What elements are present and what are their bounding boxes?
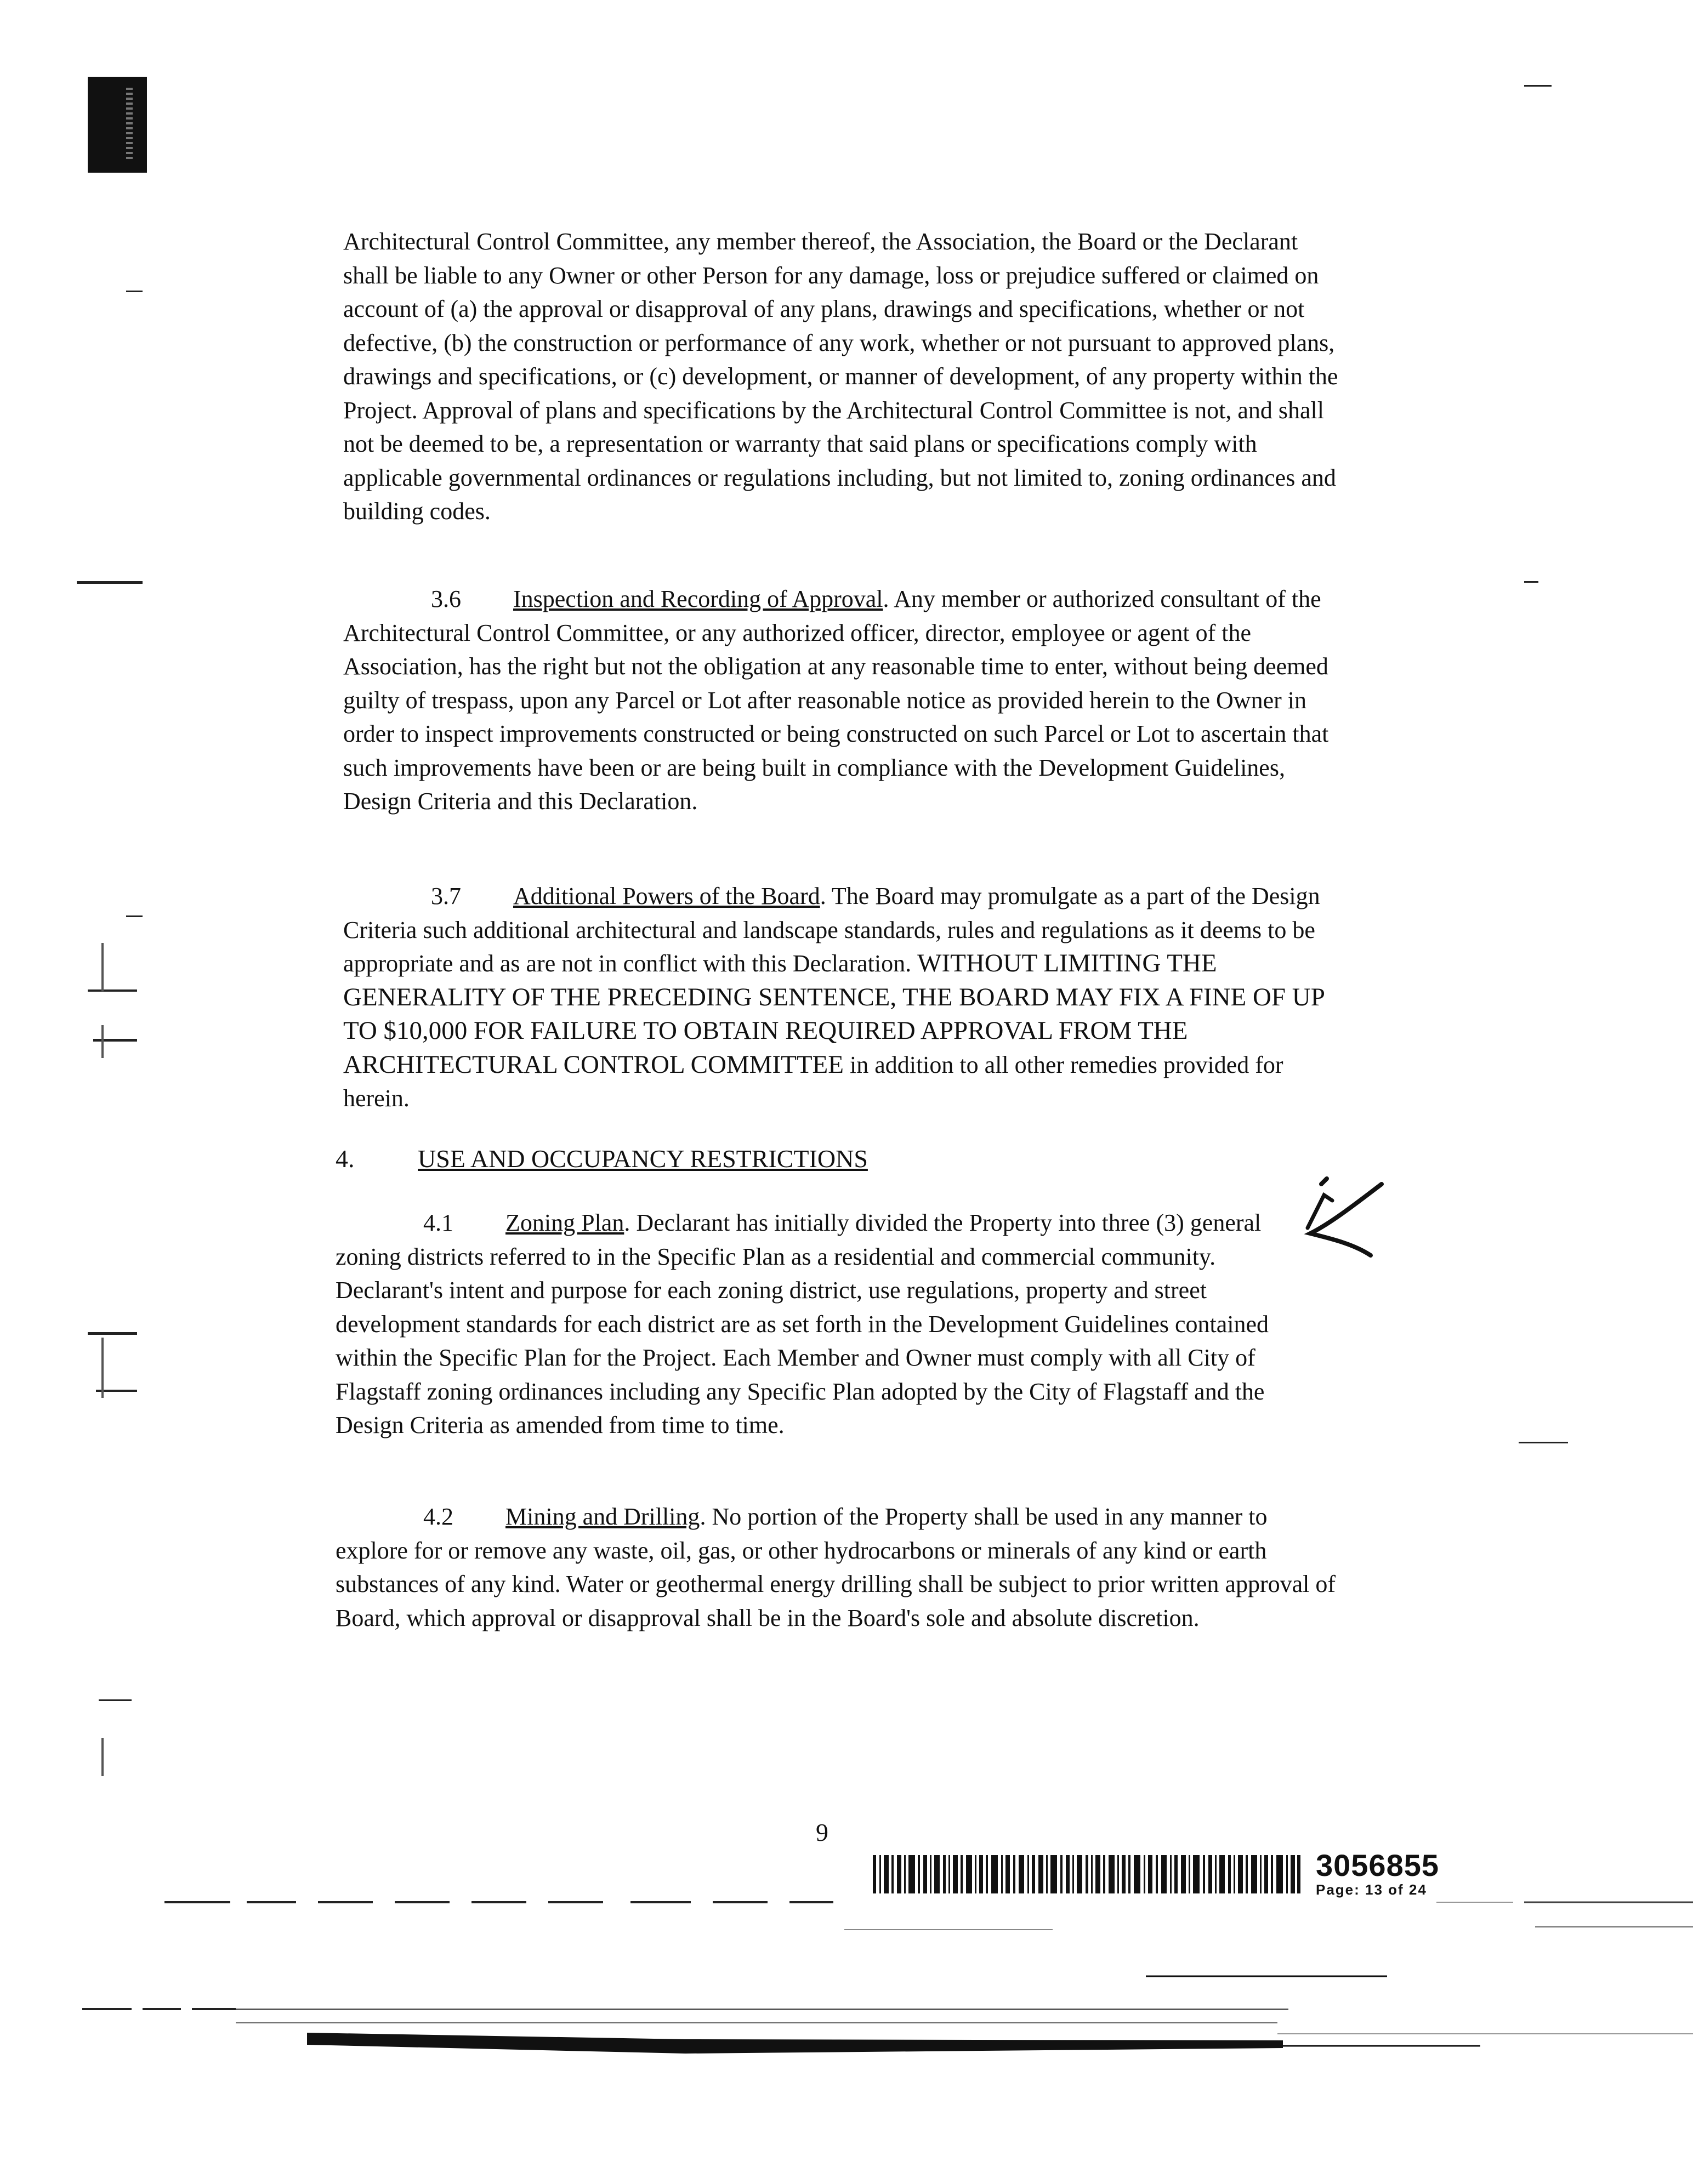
section-text: . The Board may promulgate as a part of the Design Criteria such additional architectural and landscape standards, rules and regulations as it deems to be appropriate and as are not in conflict with this Declaration. — [343, 883, 1320, 977]
scan-tick — [101, 1025, 104, 1058]
section-title: Zoning Plan — [505, 1209, 624, 1236]
section-title: USE AND OCCUPANCY RESTRICTIONS — [418, 1145, 868, 1173]
scan-artifact-block — [88, 77, 147, 173]
recording-page-label: Page: 13 of 24 — [1316, 1881, 1427, 1898]
section-text: . Any member or authorized consultant of the Architectural Control Committee, or any authorized officer, director, employee or agent of the Association, has the right but not the obligation at any reasonable time to enter, without being deemed guilty of trespass, upon any Parcel or Lot after reasonable notice as provided herein to the Owner in order to inspect improvements constructed or being constructed on such Parcel or Lot to ascertain that such improvements have been or are being built in compliance with the Development Guidelines, Design Criteria and this Declaration. — [343, 585, 1329, 815]
section-4-1 — [336, 1206, 1322, 1442]
section-title: Mining and Drilling — [505, 1503, 700, 1530]
scan-tick — [88, 1332, 137, 1335]
section-number: 4. — [336, 1145, 355, 1173]
section-text: . No portion of the Property shall be used in any manner to explore for or remove any waste, oil, gas, or other hydrocarbons or minerals of any kind or earth substances of any kind. Water or geothermal energy drilling shall be subject to prior written approval of Board, which approval or disapproval shall be in the Board's sole and absolute discretion. — [336, 1503, 1336, 1631]
section-4-heading — [336, 1142, 868, 1175]
paragraph-text: Architectural Control Committee, any member thereof, the Association, the Board or the Declarant shall be liable to any Owner or other Person for any damage, loss or prejudice suffered or claimed on account of (a) the approval or disapproval of any plans, drawings and specifications, whether or not defective, (b) the construction or performance of any work, whether or not pursuant to approved plans, drawings and specifications, or (c) development, or manner of development, of any property within the Project. Approval of plans and specifications by the Architectural Control Committee is not, and shall not be deemed to be, a representation or warranty that said plans or specifications comply with applicable governmental ordinances or regulations including, but not limited to, zoning ordinances and building codes. — [343, 228, 1338, 525]
scan-tick — [101, 1338, 104, 1398]
scan-tick — [1524, 85, 1552, 87]
scan-tick — [1519, 1442, 1568, 1443]
page-number: 9 — [816, 1818, 828, 1846]
scan-tick — [126, 915, 143, 917]
section-4-2 — [336, 1500, 1339, 1635]
scan-tick — [88, 989, 137, 992]
scan-tick — [77, 581, 143, 584]
section-3-6 — [343, 582, 1341, 818]
section-number: 3.7 — [431, 883, 461, 909]
scan-noise-lines — [0, 1886, 1693, 2094]
section-caps-text: WITHOUT LIMITING THE GENERALITY OF THE PRECEDING SENTENCE, THE BOARD MAY FIX A FINE OF UP TO $10,000 FOR FAILURE TO OBTAIN REQUIRED APPROVAL FROM THE ARCHITECTURAL CONTROL COMMITTEE — [343, 949, 1325, 1079]
scan-tick — [101, 1738, 104, 1776]
section-text: . Declarant has initially divided the Property into three (3) general zoning districts referred to in the Specific Plan as a residential and commercial community. Declarant's intent and purpose for each zoning district, use regulations, property and street development standards for each district are as set forth in the Development Guidelines contained within the Specific Plan for the Project. Each Member and Owner must comply with all City of Flagstaff zoning ordinances including any Specific Plan adopted by the City of Flagstaff and the Design Criteria as amended from time to time. — [336, 1209, 1269, 1438]
paragraph-3-5-continuation — [343, 225, 1341, 528]
section-number: 4.2 — [423, 1503, 453, 1530]
scan-tick — [126, 291, 143, 292]
scan-tick — [93, 1039, 137, 1042]
section-number: 4.1 — [423, 1209, 453, 1236]
section-title: Additional Powers of the Board — [513, 883, 820, 909]
scan-tick — [101, 943, 104, 992]
scan-tick — [99, 1699, 132, 1701]
recording-number: 3056855 — [1316, 1848, 1440, 1882]
section-number: 3.6 — [431, 585, 461, 612]
scan-tick — [1524, 581, 1538, 583]
section-tail-text: in addition to all other remedies provided for herein. — [343, 1051, 1283, 1112]
section-3-7 — [343, 879, 1341, 1116]
section-title: Inspection and Recording of Approval — [513, 585, 883, 612]
handwritten-checkmark-icon — [1299, 1173, 1398, 1266]
